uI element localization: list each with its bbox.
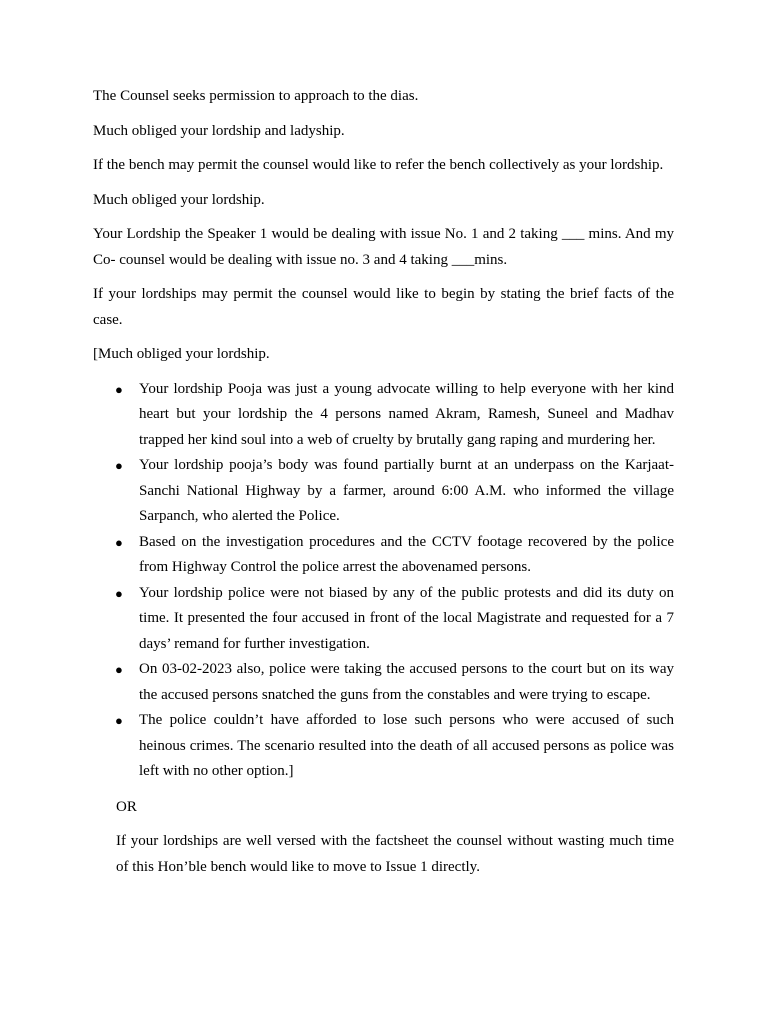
bullet-text: The police couldn’t have afforded to lose such persons who were accused of such heinous crimes. The scenario resulted into the death of all accused persons as police was left with no other option.] [139,712,674,779]
paragraph-approach: The Counsel seeks permission to approach to the dias. [93,88,419,104]
bullet-text: Your lordship Pooja was just a young advocate willing to help everyone with her kind heart but your lordship the 4 persons named Akram, Ramesh, Suneel and Madhav trapped her kind soul into a web of cruelty by brutally gang raping and murdering her. [139,380,674,448]
bullet-dot-icon: ● [115,458,123,473]
bullet-dot-icon: ● [115,381,123,397]
bullet-text: Based on the investigation procedures and the CCTV footage recovered by the police from Highway Control the police arrest the abovenamed persons. [139,533,674,575]
document-page [93,84,674,889]
bullet-text: Your lordship police were not biased by any of the public protests and did its duty on time. It presented the four accused in front of the local Magistrate and requested for a 7 days’ remand for further investigation. [139,584,674,652]
paragraph-issue-allocation: Your Lordship the Speaker 1 would be dealing with issue No. 1 and 2 taking ___ mins. And my Co- counsel would be dealing with issue no. 3 and 4 taking ___mins. [93,226,674,268]
bullet-text: On 03-02-2023 also, police were taking the accused persons to the court but on its way the accused persons snatched the guns from the constables and were trying to escape. [139,661,674,703]
paragraph-obliged-lordship: Much obliged your lordship. [93,191,265,208]
bullet-dot-icon: ● [115,713,123,728]
list-item [93,530,674,581]
bullet-dot-icon: ● [115,662,123,677]
or-separator: OR [116,798,137,815]
list-item [93,453,674,530]
paragraph-closing: If your lordships are well versed with the factsheet the counsel without wasting much time of this Hon’ble bench would like to move to Issue 1 directly. [116,833,674,875]
paragraph-brief-facts: If your lordships may permit the counsel would like to begin by stating the brief facts of the case. [93,286,674,328]
list-item [93,581,674,658]
paragraph-obliged-lordship-ladyship: Much obliged your lordship and ladyship. [93,122,345,139]
paragraph-obliged-bracket: [Much obliged your lordship. [93,346,270,362]
list-item [93,657,674,708]
list-item [93,708,674,785]
list-item [93,377,674,454]
facts-bullet-list [93,377,674,785]
paragraph-refer-bench: If the bench may permit the counsel would like to refer the bench collectively as your lordship. [93,157,664,173]
bullet-dot-icon: ● [115,534,123,550]
bullet-dot-icon: ● [115,585,123,601]
bullet-text: Your lordship pooja’s body was found partially burnt at an underpass on the Karjaat-Sanchi National Highway by a farmer, around 6:00 A.M. who informed the village Sarpanch, who alerted the Police. [139,457,674,524]
